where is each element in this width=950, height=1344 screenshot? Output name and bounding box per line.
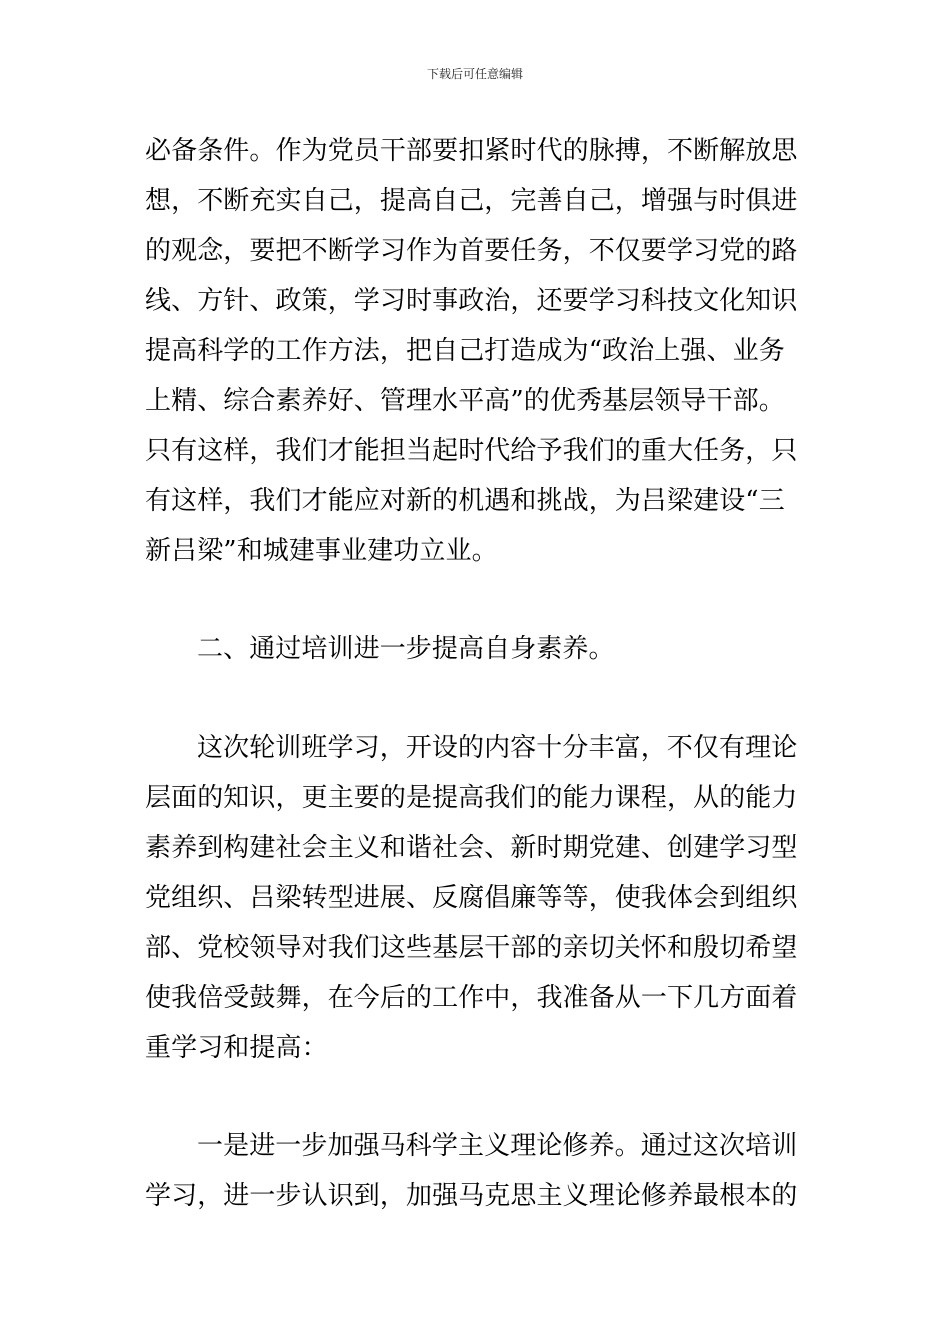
text-line: 学习，进一步认识到，加强马克思主义理论修养最根本的 bbox=[145, 1181, 798, 1211]
text-line: 一是进一步加强马科学主义理论修养。通过这次培训 bbox=[197, 1131, 798, 1161]
text-line: 使我倍受鼓舞，在今后的工作中，我准备从一下几方面着 bbox=[145, 983, 798, 1013]
page-header: 下载后可任意编辑 bbox=[426, 67, 523, 81]
section-heading: 二、通过培训进一步提高自身素养。 bbox=[197, 634, 615, 664]
text-line: 上精、综合素养好、管理水平高”的优秀基层领导干部。 bbox=[145, 386, 785, 416]
text-line: 提高科学的工作方法，把自己打造成为“政治上强、业务 bbox=[145, 336, 785, 366]
text-line: 的观念，要把不断学习作为首要任务，不仅要学习党的路 bbox=[145, 236, 798, 266]
text-line: 部、党校领导对我们这些基层干部的亲切关怀和殷切希望 bbox=[145, 933, 798, 963]
text-line: 素养到构建社会主义和谐社会、新时期党建、创建学习型 bbox=[145, 833, 798, 863]
text-line: 这次轮训班学习，开设的内容十分丰富，不仅有理论 bbox=[197, 733, 798, 763]
text-line: 新吕梁”和城建事业建功立业。 bbox=[145, 536, 498, 566]
text-line: 有这样，我们才能应对新的机遇和挑战，为吕梁建设“三 bbox=[145, 486, 785, 516]
text-line: 线、方针、政策，学习时事政治，还要学习科技文化知识 bbox=[145, 286, 798, 316]
text-line: 党组织、吕梁转型进展、反腐倡廉等等，使我体会到组织 bbox=[145, 883, 798, 913]
text-line: 想，不断充实自己，提高自己，完善自己，增强与时俱进 bbox=[145, 186, 798, 216]
text-line: 层面的知识，更主要的是提高我们的能力课程，从的能力 bbox=[145, 783, 798, 813]
text-line: 必备条件。作为党员干部要扣紧时代的脉搏，不断解放思 bbox=[145, 136, 798, 166]
text-line: 重学习和提高： bbox=[145, 1033, 328, 1063]
text-line: 只有这样，我们才能担当起时代给予我们的重大任务，只 bbox=[145, 436, 798, 466]
